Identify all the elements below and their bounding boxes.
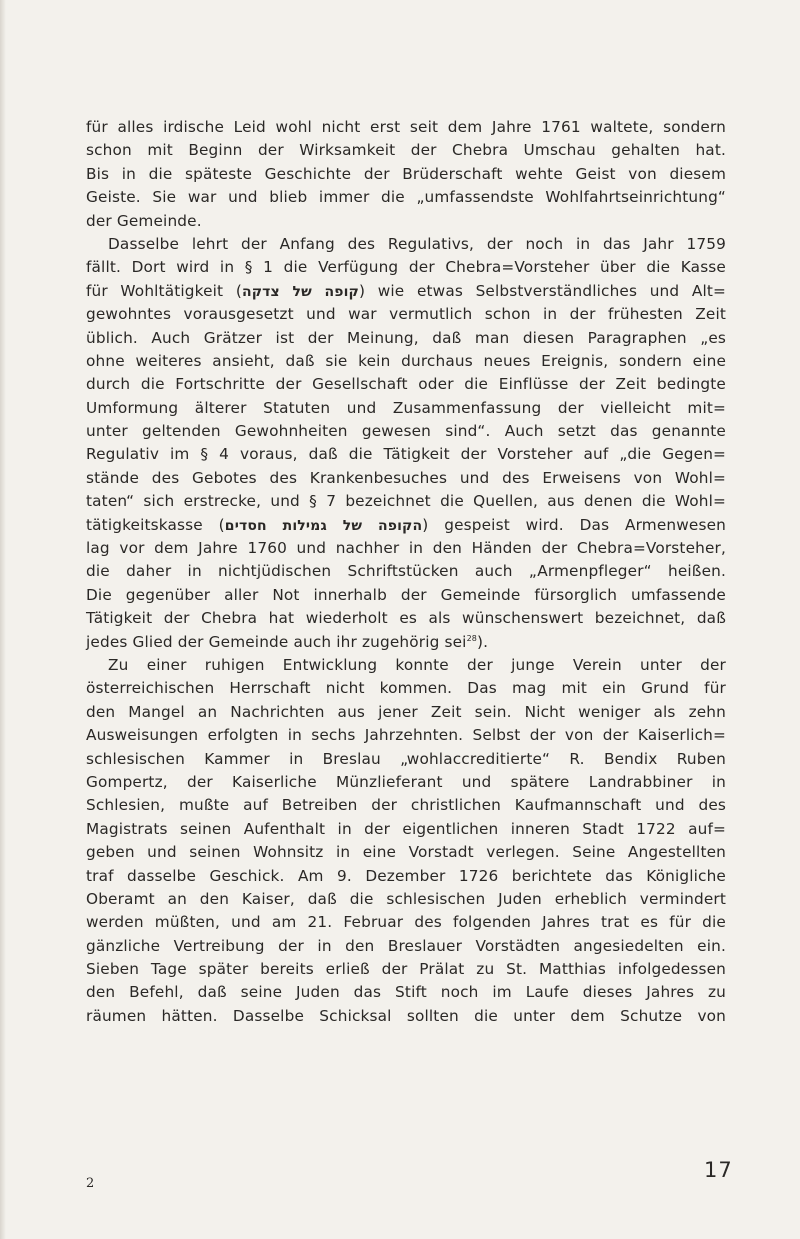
text-line: üblich. Auch Grätzer ist der Meinung, daß man diesen Paragraphen „es — [86, 328, 726, 347]
text-line: gänzliche Vertreibung der in den Breslauer Vorstädten angesiedelten ein. — [86, 936, 726, 955]
text-line: Oberamt an den Kaiser, daß die schlesischen Juden erheblich vermindert — [86, 889, 726, 908]
text-line: Regulativ im § 4 voraus, daß die Tätigkeit der Vorsteher auf „die Gegen= — [86, 445, 726, 464]
text-line: Bis in die späteste Geschichte der Brüderschaft wehte Geist von diesem — [86, 164, 726, 183]
text-line: stände des Gebotes des Krankenbesuches und des Erweisens von Wohl= — [86, 468, 726, 487]
text-line: schlesischen Kammer in Breslau „wohlaccreditierte“ R. Bendix Ruben — [86, 749, 726, 768]
text-line: durch die Fortschritte der Gesellschaft oder die Einflüsse der Zeit bedingte — [86, 375, 726, 394]
text-line: geben und seinen Wohnsitz in eine Vorstadt verlegen. Seine Angestellten — [86, 843, 726, 862]
text-line: gewohntes vorausgesetzt und war vermutlich schon in der frühesten Zeit — [86, 305, 726, 324]
text-line: fällt. Dort wird in § 1 die Verfügung der Chebra=Vorsteher über die Kasse — [86, 258, 726, 277]
text-run: ) wie etwas Selbstverständliches und Alt= — [359, 281, 726, 300]
text-line: Umformung älterer Statuten und Zusammenfassung der vielleicht mit= — [86, 398, 726, 417]
footnote-reference: 28 — [466, 633, 478, 643]
text-line: unter geltenden Gewohnheiten gewesen sind“. Auch setzt das genannte — [86, 422, 726, 441]
text-line: räumen hätten. Dasselbe Schicksal sollten die unter dem Schutze von — [86, 1006, 726, 1025]
text-run: jedes Glied der Gemeinde auch ihr zugehörig sei — [86, 632, 467, 651]
text-line: werden müßten, und am 21. Februar des folgenden Jahres trat es für die — [86, 913, 726, 932]
body-text — [86, 116, 726, 1028]
text-line: ohne weiteres ansieht, daß sie kein durchaus neues Ereignis, sondern eine — [86, 351, 726, 370]
text-line: Geiste. Sie war und blieb immer die „umfassendste Wohlfahrtseinrichtung“ — [86, 188, 726, 207]
text-line — [86, 280, 726, 303]
text-line: österreichischen Herrschaft nicht kommen. Das mag mit ein Grund für — [86, 679, 726, 698]
text-line: lag vor dem Jahre 1760 und nachher in den Händen der Chebra=Vorsteher, — [86, 539, 726, 558]
text-line: den Befehl, daß seine Juden das Stift noch im Laufe dieses Jahres zu — [86, 983, 726, 1002]
text-line: traf dasselbe Geschick. Am 9. Dezember 1726 berichtete das Königliche — [86, 866, 726, 885]
text-run: tätigkeitskasse ( — [86, 515, 225, 534]
page-number: 17 — [704, 1158, 733, 1182]
text-line: taten“ sich erstrecke, und § 7 bezeichnet die Quellen, aus denen die Wohl= — [86, 492, 726, 511]
text-run: für Wohltätigkeit ( — [86, 281, 242, 300]
text-line: Dasselbe lehrt der Anfang des Regulativs, der noch in das Jahr 1759 — [108, 234, 726, 253]
text-line: den Mangel an Nachrichten aus jener Zeit sein. Nicht weniger als zehn — [86, 702, 726, 721]
text-line: Sieben Tage später bereits erließ der Prälat zu St. Matthias infolgedessen — [86, 960, 726, 979]
hebrew-term: קופה של צדקה — [241, 283, 359, 300]
text-line: Tätigkeit der Chebra hat wiederholt es als wünschenswert bezeichnet, daß — [86, 609, 726, 628]
hebrew-term: הקופה של גמילות חסדים — [224, 517, 423, 534]
text-line: der Gemeinde. — [86, 211, 202, 230]
text-line: Zu einer ruhigen Entwicklung konnte der junge Verein unter der — [108, 655, 726, 674]
text-run: ). — [477, 632, 489, 651]
signature-mark: 2 — [86, 1176, 95, 1191]
text-line: für alles irdische Leid wohl nicht erst seit dem Jahre 1761 waltete, sondern — [86, 118, 726, 136]
text-line — [86, 514, 726, 537]
text-line: Ausweisungen erfolgten in sechs Jahrzehnten. Selbst der von der Kaiserlich= — [86, 726, 726, 745]
text-line: Die gegenüber aller Not innerhalb der Gemeinde fürsorglich umfassende — [86, 585, 726, 604]
text-line: Gompertz, der Kaiserliche Münzlieferant und spätere Landrabbiner in — [86, 772, 726, 791]
text-run: ) gespeist wird. Das Armenwesen — [422, 515, 727, 534]
text-line — [86, 631, 726, 654]
page-edge — [0, 0, 6, 1239]
text-line: Schlesien, mußte auf Betreiben der christlichen Kaufmannschaft und des — [86, 796, 726, 815]
text-line: Magistrats seinen Aufenthalt in der eigentlichen inneren Stadt 1722 auf= — [86, 819, 726, 838]
text-line: die daher in nichtjüdischen Schriftstücken auch „Armenpfleger“ heißen. — [86, 562, 726, 581]
text-line: schon mit Beginn der Wirksamkeit der Chebra Umschau gehalten hat. — [86, 141, 726, 160]
